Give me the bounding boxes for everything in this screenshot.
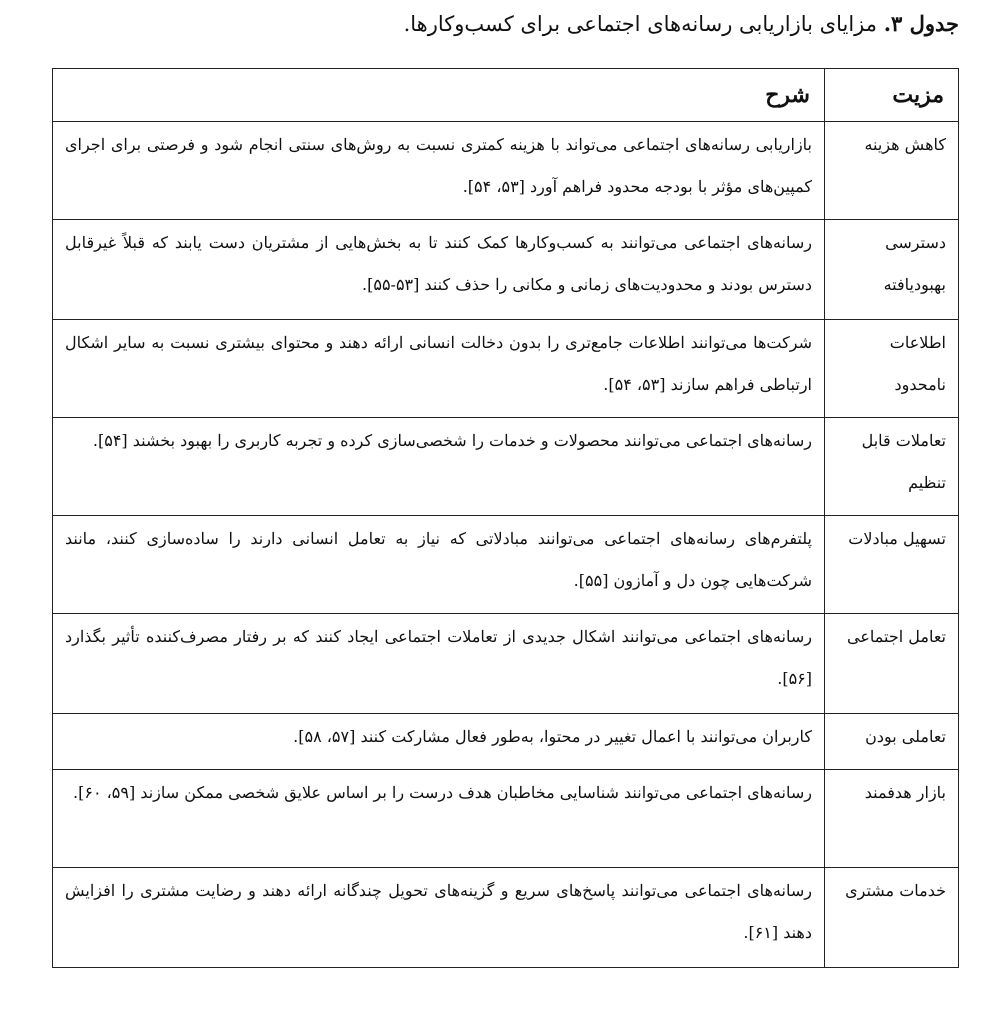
description-cell: رسانه‌های اجتماعی می‌توانند پاسخ‌های سریع و گزینه‌های تحویل چندگانه ارائه دهند و رضایت مشتری را افزایش دهند [۶۱].: [53, 868, 825, 968]
table-row: [53, 418, 959, 516]
description-cell: رسانه‌های اجتماعی می‌توانند به کسب‌وکارها کمک کنند تا به بخش‌هایی از مشتریان دست یابند که قبلاً غیرقابل دسترس بودند و محدودیت‌های زمانی و مکانی را حذف کنند [۵۳-۵۵].: [53, 220, 825, 320]
table-row: [53, 320, 959, 418]
description-cell: شرکت‌ها می‌توانند اطلاعات جامع‌تری را بدون دخالت انسانی ارائه دهند و محتوای بیشتری نسبت به سایر اشکال ارتباطی فراهم سازند [۵۳، ۵۴].: [53, 320, 825, 418]
caption-label: جدول ۳.: [883, 11, 959, 36]
table-row: [53, 220, 959, 320]
table-row: [53, 614, 959, 714]
benefit-cell: اطلاعات نامحدود: [825, 320, 959, 418]
header-benefit: مزیت: [825, 69, 959, 122]
benefit-cell: کاهش هزینه: [825, 122, 959, 220]
table-row: [53, 516, 959, 614]
description-cell: پلتفرم‌های رسانه‌های اجتماعی می‌توانند مبادلاتی که نیاز به تعامل انسانی دارند را ساده‌سازی کنند، مانند شرکت‌هایی چون دل و آمازون [۵۵].: [53, 516, 825, 614]
caption-text: مزایای بازاریابی رسانه‌های اجتماعی برای کسب‌وکارها.: [403, 12, 877, 36]
description-cell: بازاریابی رسانه‌های اجتماعی می‌تواند با هزینه کمتری نسبت به روش‌های سنتی انجام شود و فرصتی برای اجرای کمپین‌های مؤثر با بودجه محدود فراهم آورد [۵۳، ۵۴].: [53, 122, 825, 220]
benefit-cell: خدمات مشتری: [825, 868, 959, 968]
benefit-cell: تعامل اجتماعی: [825, 614, 959, 714]
benefit-cell: تعاملات قابل تنظیم: [825, 418, 959, 516]
benefit-cell: تعاملی بودن: [825, 714, 959, 770]
benefit-cell: تسهیل مبادلات: [825, 516, 959, 614]
benefits-table: [52, 68, 959, 968]
table-row: [53, 714, 959, 770]
table-row: [53, 122, 959, 220]
header-description: شرح: [53, 69, 825, 122]
description-cell: رسانه‌های اجتماعی می‌توانند اشکال جدیدی از تعاملات اجتماعی ایجاد کنند که بر رفتار مصرف‌کننده تأثیر بگذارد [۵۶].: [53, 614, 825, 714]
description-cell: کاربران می‌توانند با اعمال تغییر در محتوا، به‌طور فعال مشارکت کنند [۵۷، ۵۸].: [53, 714, 825, 770]
table-row: [53, 770, 959, 868]
description-cell: رسانه‌های اجتماعی می‌توانند محصولات و خدمات را شخصی‌سازی کرده و تجربه کاربری را بهبود بخشند [۵۴].: [53, 418, 825, 516]
description-cell: رسانه‌های اجتماعی می‌توانند شناسایی مخاطبان هدف درست را بر اساس علایق شخصی ممکن سازند [۵۹، ۶۰].: [53, 770, 825, 868]
header-row: [53, 69, 959, 122]
table-row: [53, 868, 959, 968]
benefit-cell: بازار هدفمند: [825, 770, 959, 868]
table-caption: [32, 6, 959, 42]
benefit-cell: دسترسی بهبودیافته: [825, 220, 959, 320]
